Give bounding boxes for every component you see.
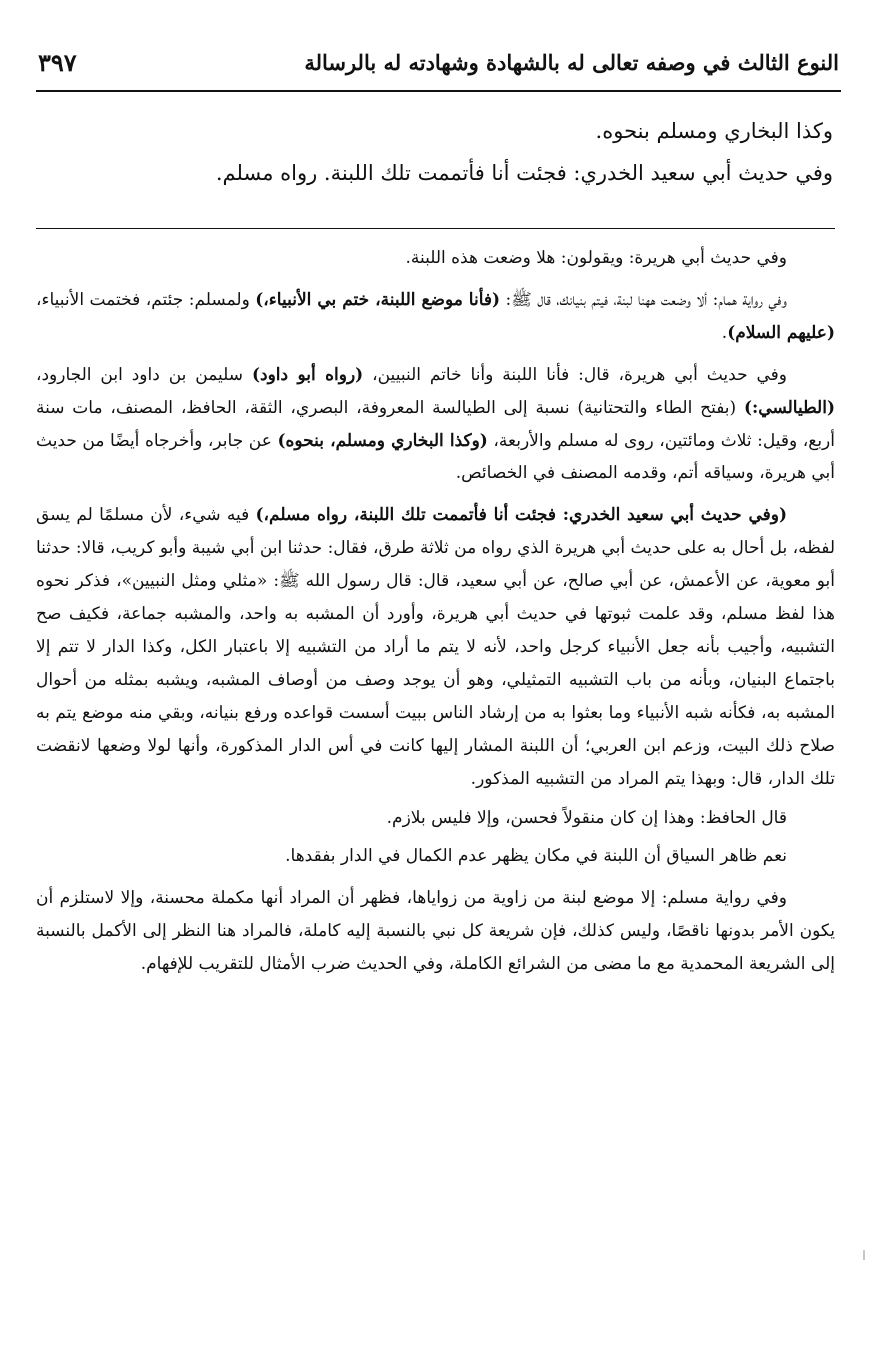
commentary-text: (بفتح الطاء والتحتانية) نسبة إلى الطيالسة المعروفة، البصري، الثقة، الحافظ، المصنف، مات سنة أربع، وقيل: ثلاث ومائتين، روى له مسلم والأربعة، [36, 397, 835, 451]
commentary-text: . [721, 322, 728, 343]
commentary-paragraph [36, 242, 835, 275]
commentary [36, 242, 835, 1301]
commentary-divider [36, 228, 835, 229]
main-line: وكذا البخاري ومسلم بنحوه. [595, 119, 833, 143]
scan-mark [863, 1250, 865, 1260]
commentary-paragraph [36, 359, 835, 491]
commentary-text: وفي رواية همام: ألا وضعت ههنا لبنة، فيتم بنيانك، قال ﷺ: [500, 289, 787, 310]
running-header [38, 42, 839, 82]
commentary-text: قال الحافظ: وهذا إن كان منقولاً فحسن، وإلا فليس بلازم. [386, 807, 787, 828]
commentary-paragraph [36, 882, 835, 981]
commentary-text: نعم ظاهر السياق أن اللبنة في مكان يظهر عدم الكمال في الدار بفقدها. [285, 846, 787, 867]
main-text [40, 110, 833, 194]
commentary-text: وفي رواية مسلم: إلا موضع لبنة من زاوية من زواياها، فظهر أن المراد أنها مكملة محسنة، وإلا لاستلزم أن يكون الأمر بدونها ناقصًا، وليس كذلك، فإن شريعة كل نبي بالنسبة إليه كاملة، فالمراد هنا النظر إلى الأكمل بالنسبة إلى الشريعة المحمدية مع ما مضى من الشرائع الكاملة، وفي الحديث ضرب الأمثال للتقريب للإفهام. [36, 888, 835, 975]
commentary-text: وفي حديث أبي هريرة، قال: فأنا اللبنة وأنا خاتم النبيين، [363, 364, 787, 385]
commentary-text: وفي حديث أبي هريرة: ويقولون: هلا وضعت هذه اللبنة. [405, 248, 787, 268]
chapter-title: النوع الثالث في وصفه تعالى له بالشهادة وشهادته له بالرسالة [304, 49, 839, 75]
quoted-text: (رواه أبو داود) [251, 364, 364, 385]
commentary-text: سليمن بن داود ابن الجارود، [36, 364, 252, 385]
commentary-text: عن جابر، وأخرجاه أيضًا من حديث أبي هريرة، وسياقه أتم، وقدمه المصنف في الخصائص. [36, 430, 835, 484]
commentary-paragraph [36, 284, 835, 350]
quoted-text: (وفي حديث أبي سعيد الخدري: فجئت أنا فأتممت تلك اللبنة، رواه مسلم،) [255, 505, 787, 526]
quoted-text: (وكذا البخاري ومسلم، بنحوه) [277, 430, 488, 451]
commentary-text: ولمسلم: جئتم، فختمت الأنبياء، [36, 289, 256, 310]
commentary-paragraph [36, 802, 835, 835]
quoted-text: (عليهم السلام) [727, 322, 835, 343]
quoted-text: (الطيالسي:) [743, 397, 835, 418]
main-line: وفي حديث أبي سعيد الخدري: فجئت أنا فأتممت تلك اللبنة. رواه مسلم. [215, 161, 833, 185]
commentary-paragraph [36, 840, 835, 873]
commentary-paragraph [36, 499, 835, 795]
header-divider [36, 90, 841, 92]
commentary-text: فيه شيء، لأن مسلمًا لم يسق لفظه، بل أحال به على حديث أبي هريرة الذي رواه من ثلاثة طرق، فقال: حدثنا ابن أبي شيبة وأبو كريب، قالا: حدثنا أبو معوية، عن الأعمش، عن أبي صالح، عن أبي سعيد، قال: قال رسول الله ﷺ: «مثلي ومثل النبيين»، فذكر نحوه هذا لفظ مسلم، وقد علمت ثبوتها في حديث أبي هريرة، وأورد أن المشبه به واحد، والمشبه جماعة، فكيف صح التشبيه، وأجيب بأنه جعل الأنبياء كرجل واحد، لأنه لا يتم ما أراد من التشبيه إلا باعتبار الكل، وكذا الدار لا تتم إلا باجتماع البنيان، وبأنه من باب التشبيه التمثيلي، وهو أن يوجد وصف من أوصاف المشبه، ويشبه بمثله من أحوال المشبه به، فكأنه شبه الأنبياء وما بعثوا به من إرشاد الناس ببيت أسست قواعده ورفع بنيانه، وبقي منه موضع يتم به صلاح ذلك البيت، وزعم ابن العربي؛ أن اللبنة المشار إليها كانت في أس الدار المذكورة، وأنها لولا وضعها لانقضت تلك الدار، قال: وبهذا يتم المراد من التشبيه المذكور. [36, 505, 835, 789]
quoted-text: (فأنا موضع اللبنة، ختم بي الأنبياء،) [255, 289, 501, 310]
page-number: ٣٩٧ [38, 47, 77, 77]
